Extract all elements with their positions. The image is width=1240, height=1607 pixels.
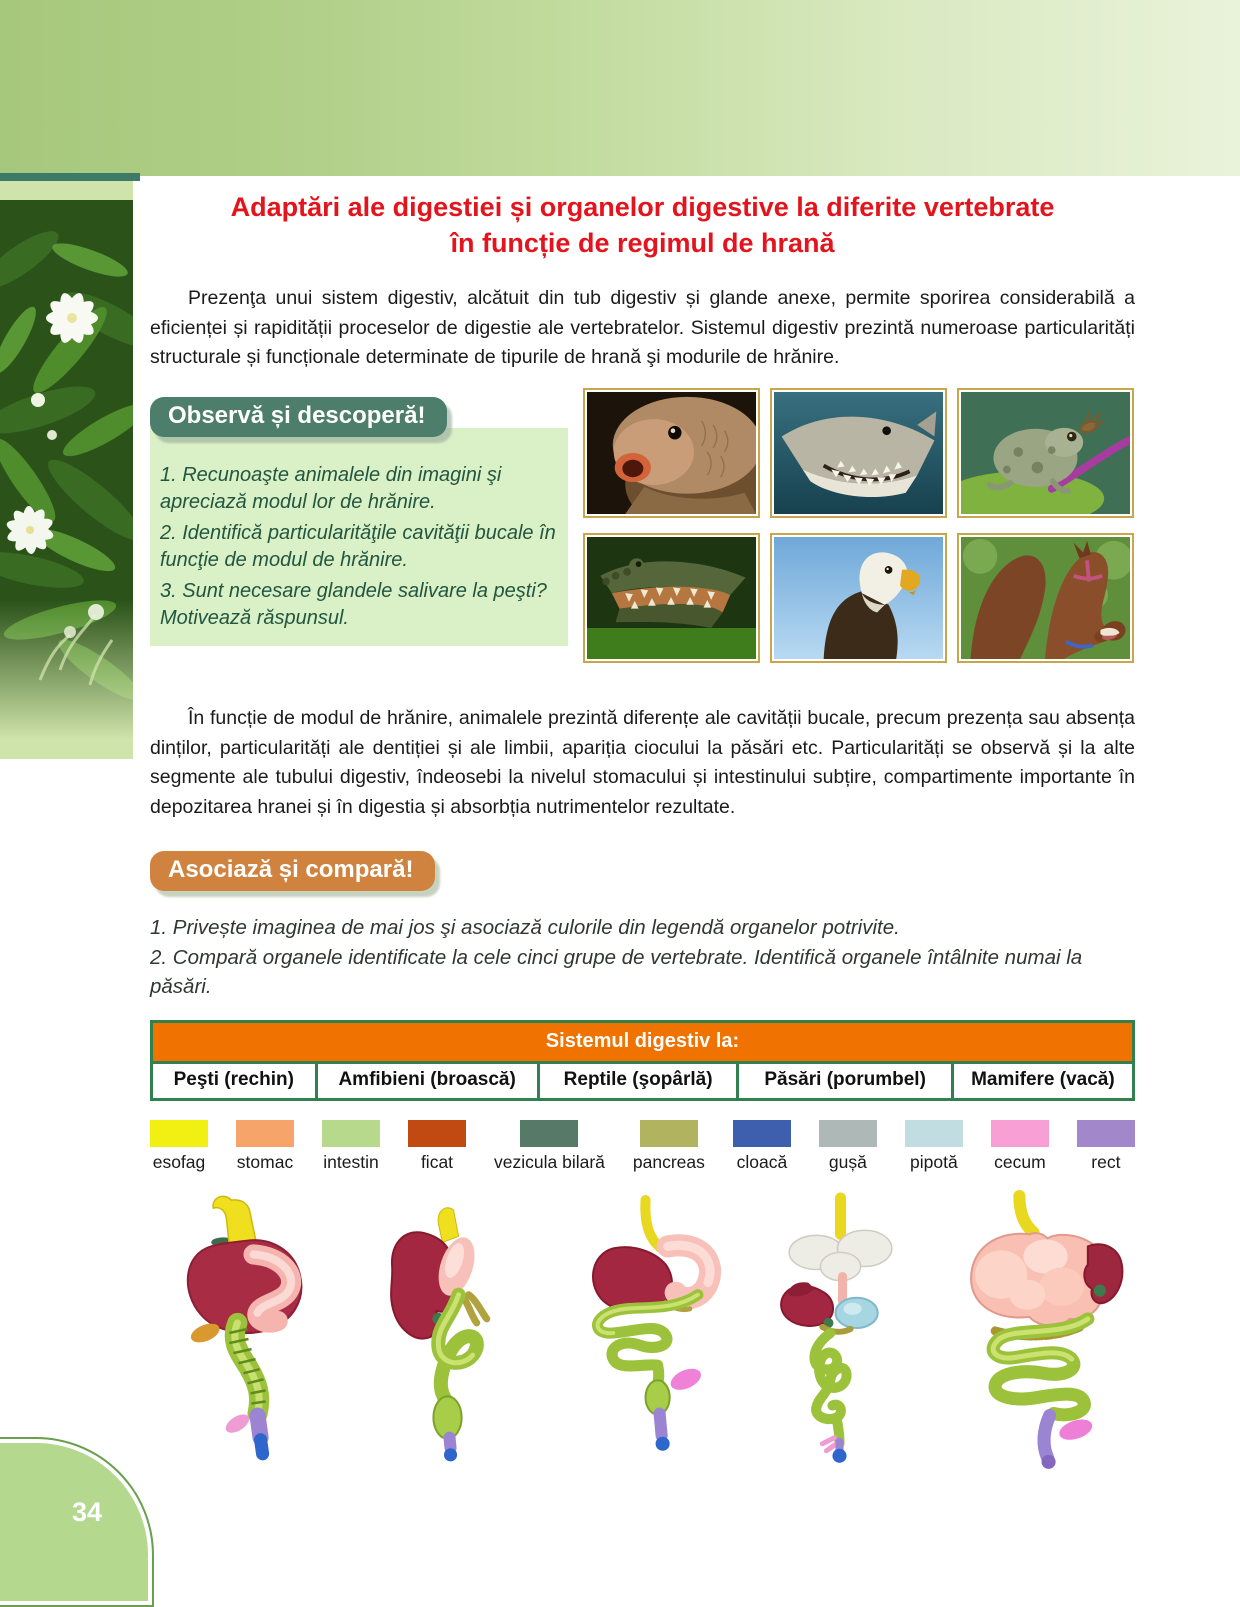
tree-frog-photo-tile [957,388,1134,518]
sidebar-accent-line [0,173,140,181]
legend-swatch-8 [819,1120,877,1147]
crocodile-photo-tile [583,533,760,663]
legend-item-ficat [408,1120,466,1173]
tree-frog-photo [961,392,1130,514]
associate-item-2: 2. Compară organele identificate la cele cinci grupe de vertebrate. Identifică organele întâlnite numai la păsări. [150,945,1083,999]
legend-swatch-11 [1077,1120,1135,1147]
legend-label-10: cecum [994,1152,1046,1172]
legend-label-9: pipotă [910,1152,958,1172]
legend-label-11: rect [1091,1152,1121,1172]
observe-item-3: 3. Sunt necesare glandele salivare la peşti? Motivează răspunsul. [160,579,547,629]
shark-photo-tile [770,388,947,518]
intro-paragraph: Prezenţa unui sistem digestiv, alcătuit din tub digestiv și glande anexe, permite sporirea considerabilă a eficienței și rapidității proceselor de digestie ale vertebratelor. Sistemul digestiv prezintă numeroase particularități structurale și funcționale determinate de tipurile de hrană şi modurile de hrănire. [150,287,1135,369]
legend-swatch-2 [236,1120,294,1147]
table-column-1: Peşti (rechin) [153,1061,315,1098]
legend-label-5: vezicula bilară [494,1152,605,1172]
legend-label-6: pancreas [632,1152,705,1172]
legend-swatch-5 [520,1120,578,1147]
horse-photo [961,537,1130,659]
legend-swatch-3 [322,1120,380,1147]
table-column-5: Mamifere (vacă) [951,1061,1132,1098]
carp-photo-tile [583,388,760,518]
animal-photo-grid [583,388,1135,663]
digestive-systems-table [150,1020,1135,1101]
table-column-2: Amfibieni (broască) [315,1061,537,1098]
associate-list [150,913,1135,1002]
table-header: Sistemul digestiv la: [153,1023,1132,1061]
cow-digestive-diagram [938,1190,1135,1482]
observe-item-1: 1. Recunoaşte animalele din imagini şi apreciază modul lor de hrănire. [160,464,502,514]
associate-badge: Asociază și compară! [150,851,435,891]
table-column-3: Reptile (şopârlă) [537,1061,737,1098]
legend-label-1: esofag [152,1152,206,1172]
legend-label-7: cloacă [736,1152,788,1172]
legend-label-8: gușă [828,1152,867,1172]
legend-label-3: intestin [323,1152,379,1172]
page-number-tab [0,1437,154,1607]
page-title-line1: Adaptări ale digestiei și organelor digestive la diferite vertebrate [230,192,1055,222]
analysis-paragraph: În funcție de modul de hrănire, animalele prezintă diferențe ale cavității bucale, precum prezența sau absența dinților, particularități ale dentiției și ale limbii, apariția ciocului la păsări etc. Particularități se observă și la alte segmente ale tubului digestiv, îndeosebi la nivelul stomacului și intestinului subțire, compartimente importante în depozitarea hranei și în digestia și absorbția nutrimentelor rezultate. [150,707,1135,818]
flowers-photo [0,200,133,740]
legend-item-stomac [236,1120,294,1173]
sidebar [0,181,133,759]
eagle-photo-tile [770,533,947,663]
observe-badge: Observă și descoperă! [150,397,447,437]
lizard-digestive-diagram [544,1190,741,1482]
legend-item-esofag [150,1120,208,1173]
legend-label-2: stomac [236,1152,294,1172]
legend-item-rect [1077,1120,1135,1173]
frog-digestive-diagram [347,1190,544,1482]
observe-item-2: 2. Identifică particularităţile cavităţii bucale în funcţie de modul de hrănire. [160,521,556,572]
legend-item-gușă [819,1120,877,1173]
pigeon-digestive-diagram [741,1190,938,1482]
legend-swatch-1 [150,1120,208,1147]
legend-label-4: ficat [420,1152,454,1172]
legend-item-pipotă [905,1120,963,1173]
legend-swatch-7 [733,1120,791,1147]
legend-item-pancreas [633,1120,705,1173]
legend-swatch-10 [991,1120,1049,1147]
table-column-4: Păsări (porumbel) [736,1061,950,1098]
legend-swatch-6 [640,1120,698,1147]
legend-swatch-4 [408,1120,466,1147]
digestive-diagrams-row [150,1190,1135,1482]
legend-item-cloacă [733,1120,791,1173]
crocodile-photo [587,537,756,659]
horse-photo-tile [957,533,1134,663]
page-title [150,190,1135,261]
organ-color-legend [150,1120,1135,1173]
eagle-photo [774,537,943,659]
page-title-line2: în funcție de regimul de hrană [450,227,835,258]
legend-item-vezicula-bilară [494,1120,605,1173]
page-number: 34 [72,1497,103,1527]
observe-list [160,462,568,635]
carp-photo [587,392,756,514]
associate-item-1: 1. Privește imaginea de mai jos şi asociază culorile din legendă organelor potrivite. [150,916,900,939]
shark-digestive-diagram [150,1190,347,1482]
header-band [0,0,1240,176]
legend-swatch-9 [905,1120,963,1147]
legend-item-intestin [322,1120,380,1173]
table-columns-row [153,1061,1132,1098]
shark-photo [774,392,943,514]
legend-item-cecum [991,1120,1049,1173]
